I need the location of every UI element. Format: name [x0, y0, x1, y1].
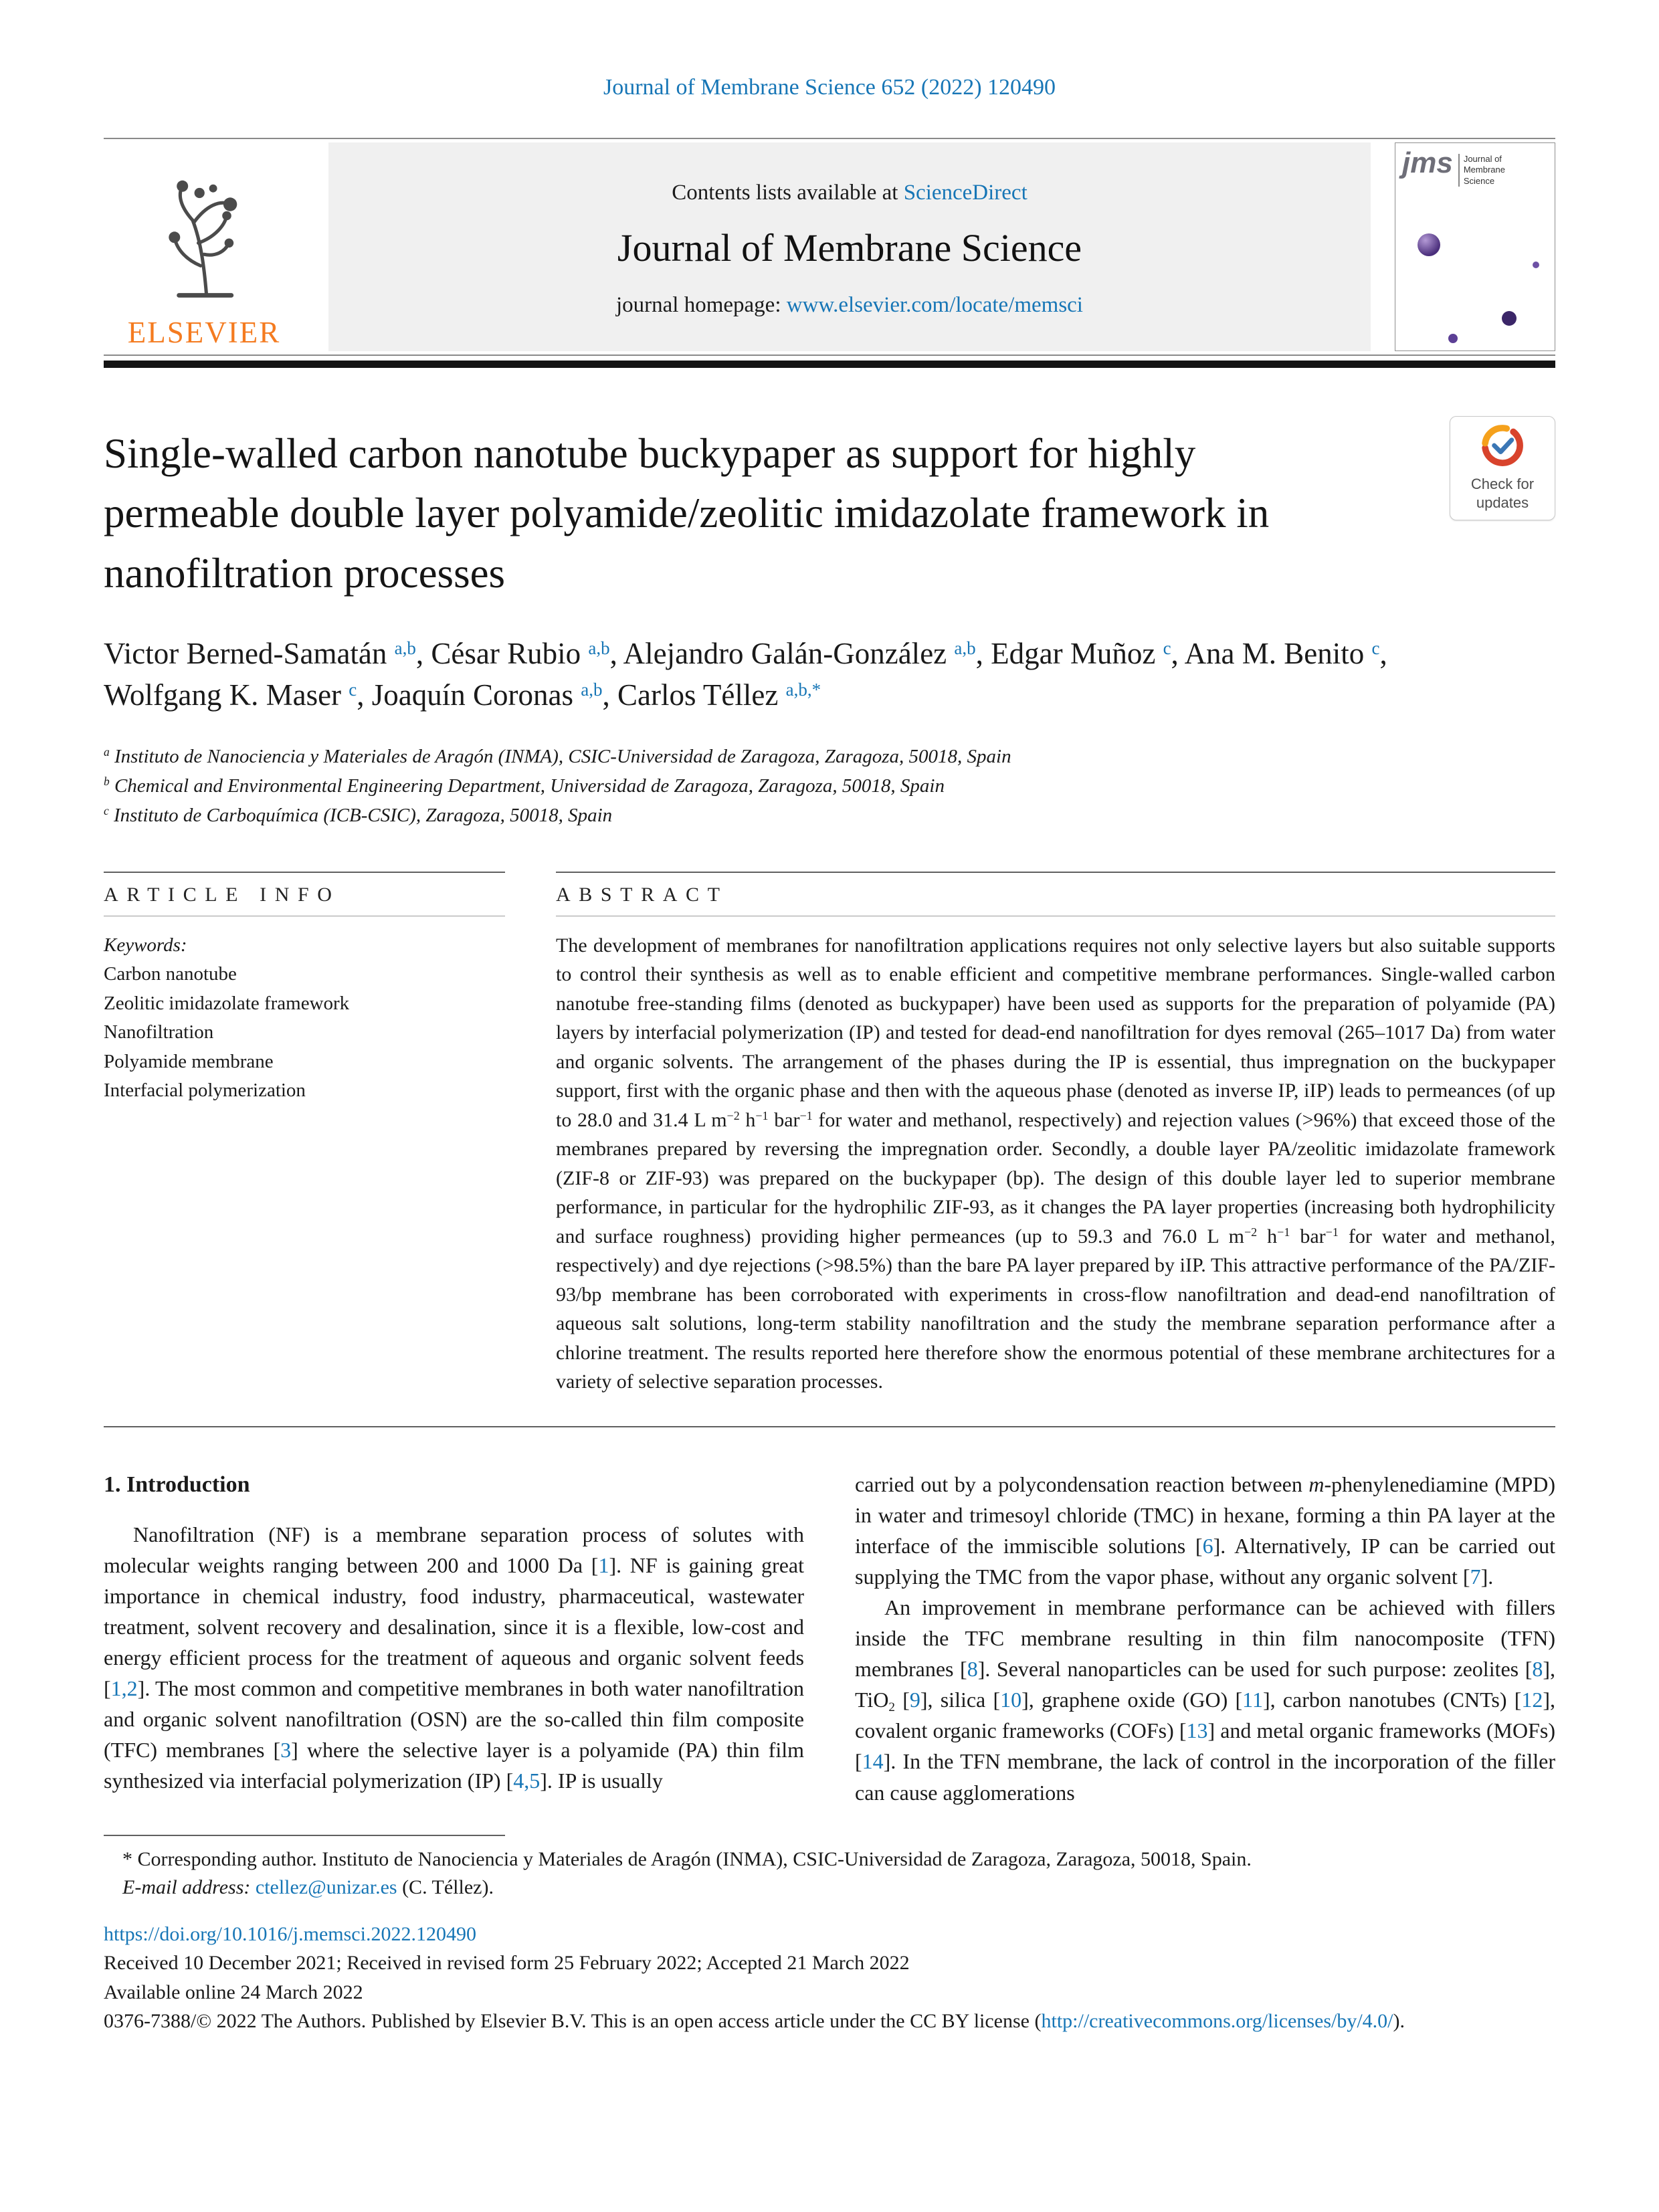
inline-link[interactable]: http://creativecommons.org/licenses/by/4.0/: [1041, 2010, 1393, 2033]
copyright-line: 0376-7388/© 2022 The Authors. Published by Elsevier B.V. This is an open access article under the CC BY license (http://creativecommons.org/licenses/by/4.0/).: [104, 2010, 1405, 2033]
available-online-line: Available online 24 March 2022: [104, 1981, 363, 2003]
article-info-panel: [104, 872, 505, 1397]
journal-title-heading: Journal of Membrane Science: [617, 225, 1082, 270]
body-column-left: [104, 1469, 804, 1808]
keyword-item: Zeolitic imidazolate framework: [104, 992, 350, 1014]
email-line: E-mail address: ctellez@unizar.es (C. Téllez).: [122, 1876, 494, 1899]
keywords-label: Keywords:: [104, 934, 187, 956]
check-updates-label-line1: Check for: [1470, 476, 1535, 492]
publication-meta-block: [104, 1920, 1555, 2036]
inline-link[interactable]: a,b,*: [785, 679, 821, 700]
inline-link[interactable]: a,b: [394, 637, 416, 658]
info-abstract-section: [104, 872, 1555, 1397]
inline-link[interactable]: 8: [1532, 1657, 1543, 1682]
inline-link[interactable]: 6: [1202, 1533, 1213, 1558]
inline-link[interactable]: 9: [909, 1688, 920, 1712]
crossmark-icon: [1480, 459, 1525, 470]
inline-link[interactable]: 4,5: [513, 1769, 541, 1793]
check-for-updates-badge[interactable]: [1450, 416, 1555, 520]
keyword-item: Nanofiltration: [104, 1021, 214, 1043]
authors-line: Victor Berned-Samatán $^{a,b}$, César Rubio $^{a,b}$, Alejandro Galán-González $^{a,b}$, Edgar Muñoz $^c$, Ana M. Benito $^c$, Wolfgang K. Maser $^c$, Joaquín Coronas $^{a,b}$, Carlos Téllez $^{a,b,*}$: [104, 637, 1387, 712]
inline-link[interactable]: 1,2: [110, 1676, 138, 1701]
check-updates-label-line2: updates: [1476, 494, 1529, 511]
inline-link[interactable]: 1: [598, 1552, 609, 1577]
article-body: [104, 1469, 1555, 1808]
journal-cover-thumbnail: [1395, 142, 1555, 351]
inline-link[interactable]: 13: [1186, 1718, 1208, 1743]
inline-link[interactable]: www.elsevier.com/locate/memsci: [786, 292, 1083, 317]
inline-link[interactable]: 14: [862, 1749, 884, 1774]
paragraph: carried out by a polycondensation reaction between m-phenylenediamine (MPD) in water and trimesoyl chloride (TMC) in hexane, forming a thin PA layer at the interface of the immiscible solutions [6]. Alternatively, IP can be carried out supplying the TMC from the vapor phase, without any organic solvent [7].: [855, 1472, 1556, 1589]
introduction-heading: 1. Introduction: [104, 1472, 250, 1497]
journal-homepage-line: journal homepage: www.elsevier.com/locate/memsci: [616, 292, 1083, 317]
inline-link[interactable]: 11: [1242, 1688, 1263, 1712]
journal-cover-art: [1395, 218, 1555, 350]
journal-cover-top: [1395, 143, 1555, 187]
abstract-text: The development of membranes for nanofiltration applications requires not only selective layers but also suitable supports to control their synthesis as well as to enable efficient and competitive membrane performances. Single-walled carbon nanotube free-standing films (denoted as buckypaper) have been used as supports for the preparation of polyamide (PA) layers by interfacial polymerization (IP) and tested for dead-end nanofiltration for dyes removal (265–1017 Da) from water and organic solvents. The arrangement of the phases during the IP is essential, thus impregnation on the buckypaper support, first with the organic phase and then with the aqueous phase (denoted as inverse IP, iIP) leads to permeances (of up to 28.0 and 31.4 L $m^{-2}$ $h^{-1}$ bar$^{-1}$ for water and methanol, respectively) and rejection values (>96%) that exceed those of the membranes prepared by reversing the impregnation order. Secondly, a double layer PA/zeolitic imidazolate framework (ZIF-8 or ZIF-93) was prepared on the buckypaper (bp). The design of this double layer led to superior membrane performance, in particular for the hydrophilic ZIF-93, as it changes the PA layer properties (increasing both hydrophilicity and surface roughness) providing higher permeances (up to 59.3 and 76.0 L $m^{-2}$ $h^{-1}$ bar$^{-1}$ for water and methanol, respectively) and dye rejections (>98.5%) than the bare PA layer prepared by iIP. This attractive performance of the PA/ZIF-93/bp membrane has been corroborated with experiments in cross-flow nanofiltration and dead-end nanofiltration of aqueous salt solutions, long-term stability nanofiltration and the study the membrane separation performance after a chlorine treatment. The results reported here therefore show the enormous potential of these membrane architectures for a variety of selective separation processes.: [556, 934, 1556, 1393]
inline-link[interactable]: 10: [1000, 1688, 1022, 1712]
paragraph: Nanofiltration (NF) is a membrane separation process of solutes with molecular weights ranging between 200 and 1000 Da [1]. NF is gaining great importance in chemical industry, food industry, pharmaceutical, wastewater treatment, solvent recovery and desalination, since it is a flexible, low-cost and energy efficient process for the treatment of aqueous and organic solvent feeds [1,2]. The most common and competitive membranes in both water nanofiltration and organic solvent nanofiltration (OSN) are the so-called thin film composite (TFC) membranes [3] where the selective layer is a polyamide (PA) thin film synthesized via interfacial polymerization (IP) [4,5]. IP is usually: [104, 1522, 805, 1793]
affiliation-line: $^a$ Instituto de Nanociencia y Materiales de Aragón (INMA), CSIC-Universidad de Zaragoza, Zaragoza, 50018, Spain: [104, 744, 1011, 767]
received-dates-line: Received 10 December 2021; Received in revised form 25 February 2022; Accepted 21 March 2022: [104, 1952, 910, 1975]
doi-link[interactable]: https://doi.org/10.1016/j.memsci.2022.120490: [104, 1922, 476, 1945]
body-column-right: [855, 1469, 1555, 1808]
keyword-item: Interfacial polymerization: [104, 1080, 306, 1102]
journal-masthead-box: [328, 142, 1371, 351]
abstract-heading: ABSTRACT: [556, 872, 1555, 916]
affiliation-line: $^b$ Chemical and Environmental Engineering Department, Universidad de Zaragoza, Zaragoza, 50018, Spain: [104, 775, 945, 797]
affiliations-block: [104, 742, 1555, 830]
journal-cover-jms-logo: jms: [1402, 146, 1453, 179]
elsevier-wordmark: ELSEVIER: [127, 316, 281, 349]
inline-link[interactable]: c: [1371, 637, 1380, 658]
inline-link[interactable]: a,b: [588, 637, 610, 658]
contents-availability-line: Contents lists available at ScienceDirect: [672, 180, 1028, 205]
title-row: [104, 424, 1555, 603]
abstract-panel: [556, 872, 1555, 1397]
inline-link[interactable]: c: [1163, 637, 1171, 658]
footnote-divider: [104, 1835, 505, 1836]
inline-link[interactable]: a,b: [581, 679, 603, 700]
inline-link[interactable]: a,b: [954, 637, 976, 658]
journal-header-band: [104, 138, 1555, 356]
inline-link[interactable]: 7: [1470, 1565, 1481, 1589]
affiliation-line: $^c$ Instituto de Carboquímica (ICB-CSIC), Zaragoza, 50018, Spain: [104, 804, 613, 826]
inline-link[interactable]: ctellez@unizar.es: [255, 1876, 397, 1899]
header-divider-bar: [104, 361, 1555, 368]
inline-link[interactable]: ScienceDirect: [903, 180, 1028, 205]
keywords-block: [104, 931, 505, 1106]
keyword-item: Polyamide membrane: [104, 1050, 274, 1072]
journal-citation-line: Journal of Membrane Science 652 (2022) 120490: [603, 75, 1056, 100]
journal-cover-small-title: Journal of Membrane Science: [1458, 154, 1512, 187]
abstract-body-divider: [104, 1426, 1555, 1427]
keyword-item: Carbon nanotube: [104, 963, 237, 985]
inline-link[interactable]: c: [349, 679, 357, 700]
inline-link[interactable]: 12: [1521, 1688, 1543, 1712]
elsevier-tree-icon: [147, 175, 261, 314]
article-info-heading: ARTICLE INFO: [104, 872, 505, 916]
corresponding-author-note: * Corresponding author. Instituto de Nanociencia y Materiales de Aragón (INMA), CSIC-Universidad de Zaragoza, Zaragoza, 50018, Spain.: [122, 1847, 1252, 1870]
article-title: Single-walled carbon nanotube buckypaper as support for highly permeable double layer polyamide/zeolitic imidazolate framework in nanofiltration processes: [104, 430, 1270, 597]
paragraph: An improvement in membrane performance can be achieved with fillers inside the TFC membrane resulting in thin film nanocomposite (TFN) membranes [8]. Several nanoparticles can be used for such purpose: zeolites [8], TiO$_2$ [9], silica [10], graphene oxide (GO) [11], carbon nanotubes (CNTs) [12], covalent organic frameworks (COFs) [13] and metal organic frameworks (MOFs) [14]. In the TFN membrane, the lack of control in the incorporation of the filler can cause agglomerations: [855, 1595, 1556, 1805]
inline-link[interactable]: 8: [967, 1657, 978, 1682]
inline-link[interactable]: 3: [280, 1738, 292, 1763]
footnote-block: [104, 1835, 1555, 1902]
elsevier-logo: [104, 142, 304, 351]
